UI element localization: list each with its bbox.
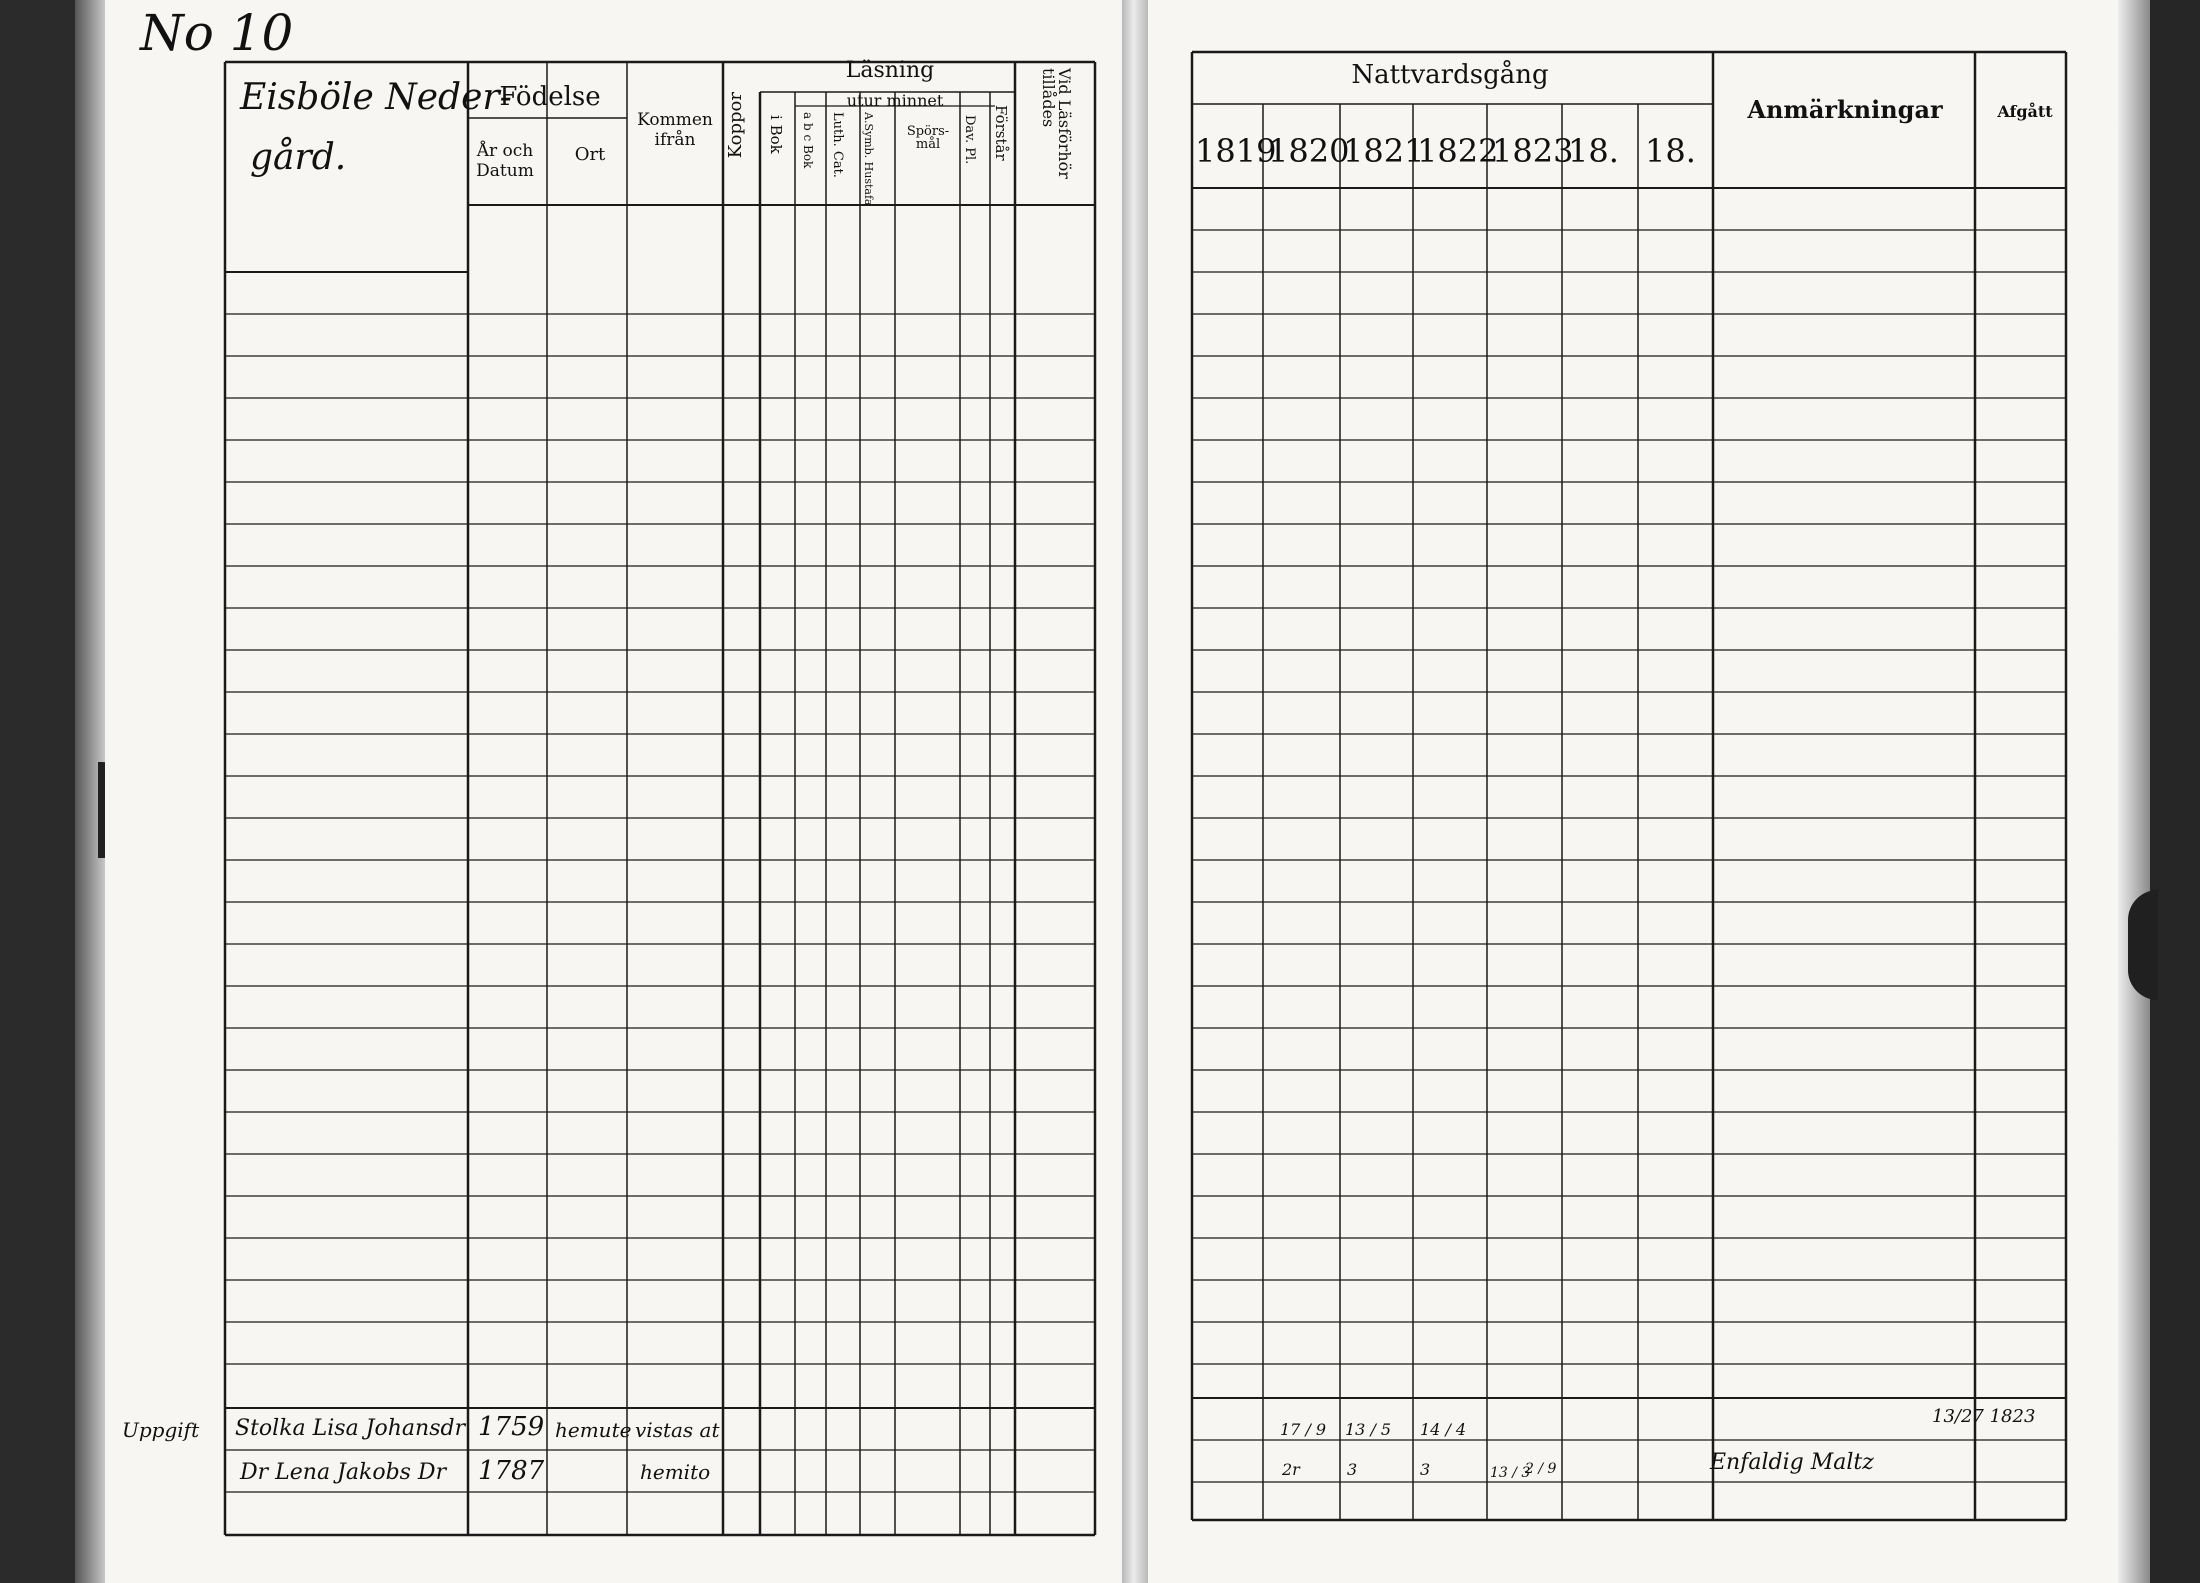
year-1821: 1821 [1343, 132, 1425, 170]
left-page-paper [105, 0, 1122, 1583]
entry-1-year: 1759 [478, 1412, 545, 1442]
entry-2-from: hemito [640, 1460, 711, 1484]
entry-2-mark-18a: 2 / 9 [1525, 1461, 1557, 1477]
year-1822: 1822 [1417, 132, 1499, 170]
entry-1-prefix: Uppgift [122, 1418, 200, 1442]
header-vid-lasforhor: Vid Läsförhör tillådes [1039, 68, 1074, 179]
entry-2-mark-1821: 3 [1347, 1460, 1358, 1479]
header-a-symb-hustafa: A.Symb. Hustafa [862, 112, 875, 206]
right-page-paper [1148, 0, 2118, 1583]
header-nattvardsgang: Nattvardsgång [1351, 60, 1549, 90]
page-number: No 10 [140, 4, 294, 62]
entry-1-from: vistas at [635, 1418, 720, 1442]
header-sporsmal: Spörs-mål [906, 124, 950, 152]
farm-name-line1: Eisböle Neder- [240, 77, 512, 118]
header-abc-bok: a b c Bok [801, 112, 815, 169]
header-anmarkningar: Anmärkningar [1747, 95, 1943, 124]
year-1819: 1819 [1195, 132, 1277, 170]
entry-2-mark-1820: 2r [1282, 1460, 1300, 1479]
header-dav-pl: Dav. Pl. [962, 115, 977, 165]
year-18a: 18. [1568, 132, 1619, 170]
entry-1-mark-1822: 14 / 4 [1420, 1420, 1467, 1439]
entry-1-mark-1821: 13 / 5 [1345, 1420, 1392, 1439]
header-fodelse: Födelse [499, 82, 601, 112]
entry-1-mark-1820: 17 / 9 [1280, 1420, 1327, 1439]
header-i-bok: i Bok [767, 115, 785, 154]
header-kommen-ifran: Kommen ifrån [637, 110, 713, 151]
header-ort: Ort [574, 144, 606, 165]
header-lasning: Läsning [845, 58, 935, 83]
entry-1-name: Stolka Lisa Johansdr [235, 1416, 466, 1441]
entry-2-year: 1787 [478, 1456, 545, 1486]
header-koppor: Koppor [725, 92, 746, 159]
farm-name-line2: gård. [250, 137, 347, 178]
header-ar-och-datum: År och Datum [476, 141, 534, 181]
entry-2-mark-1822: 3 [1420, 1460, 1431, 1479]
entry-2-name: Dr Lena Jakobs Dr [240, 1460, 447, 1485]
entry-1-place: hemute [555, 1418, 632, 1442]
entry-2-mark-1823: 13 / 3 [1490, 1465, 1531, 1481]
header-forstar: Förstår [992, 105, 1010, 161]
header-afgatt: Afgått [1997, 102, 2053, 121]
year-18b: 18. [1645, 132, 1696, 170]
year-1823: 1823 [1492, 132, 1574, 170]
entry-1-afgatt: 13/27 1823 [1932, 1406, 2036, 1427]
entry-2-note: Enfaldig Maltz [1710, 1450, 1874, 1475]
header-utur-minnet: utur minnet [846, 91, 944, 110]
header-luth-cat: Luth. Cat. [830, 112, 845, 178]
year-1820: 1820 [1268, 132, 1350, 170]
